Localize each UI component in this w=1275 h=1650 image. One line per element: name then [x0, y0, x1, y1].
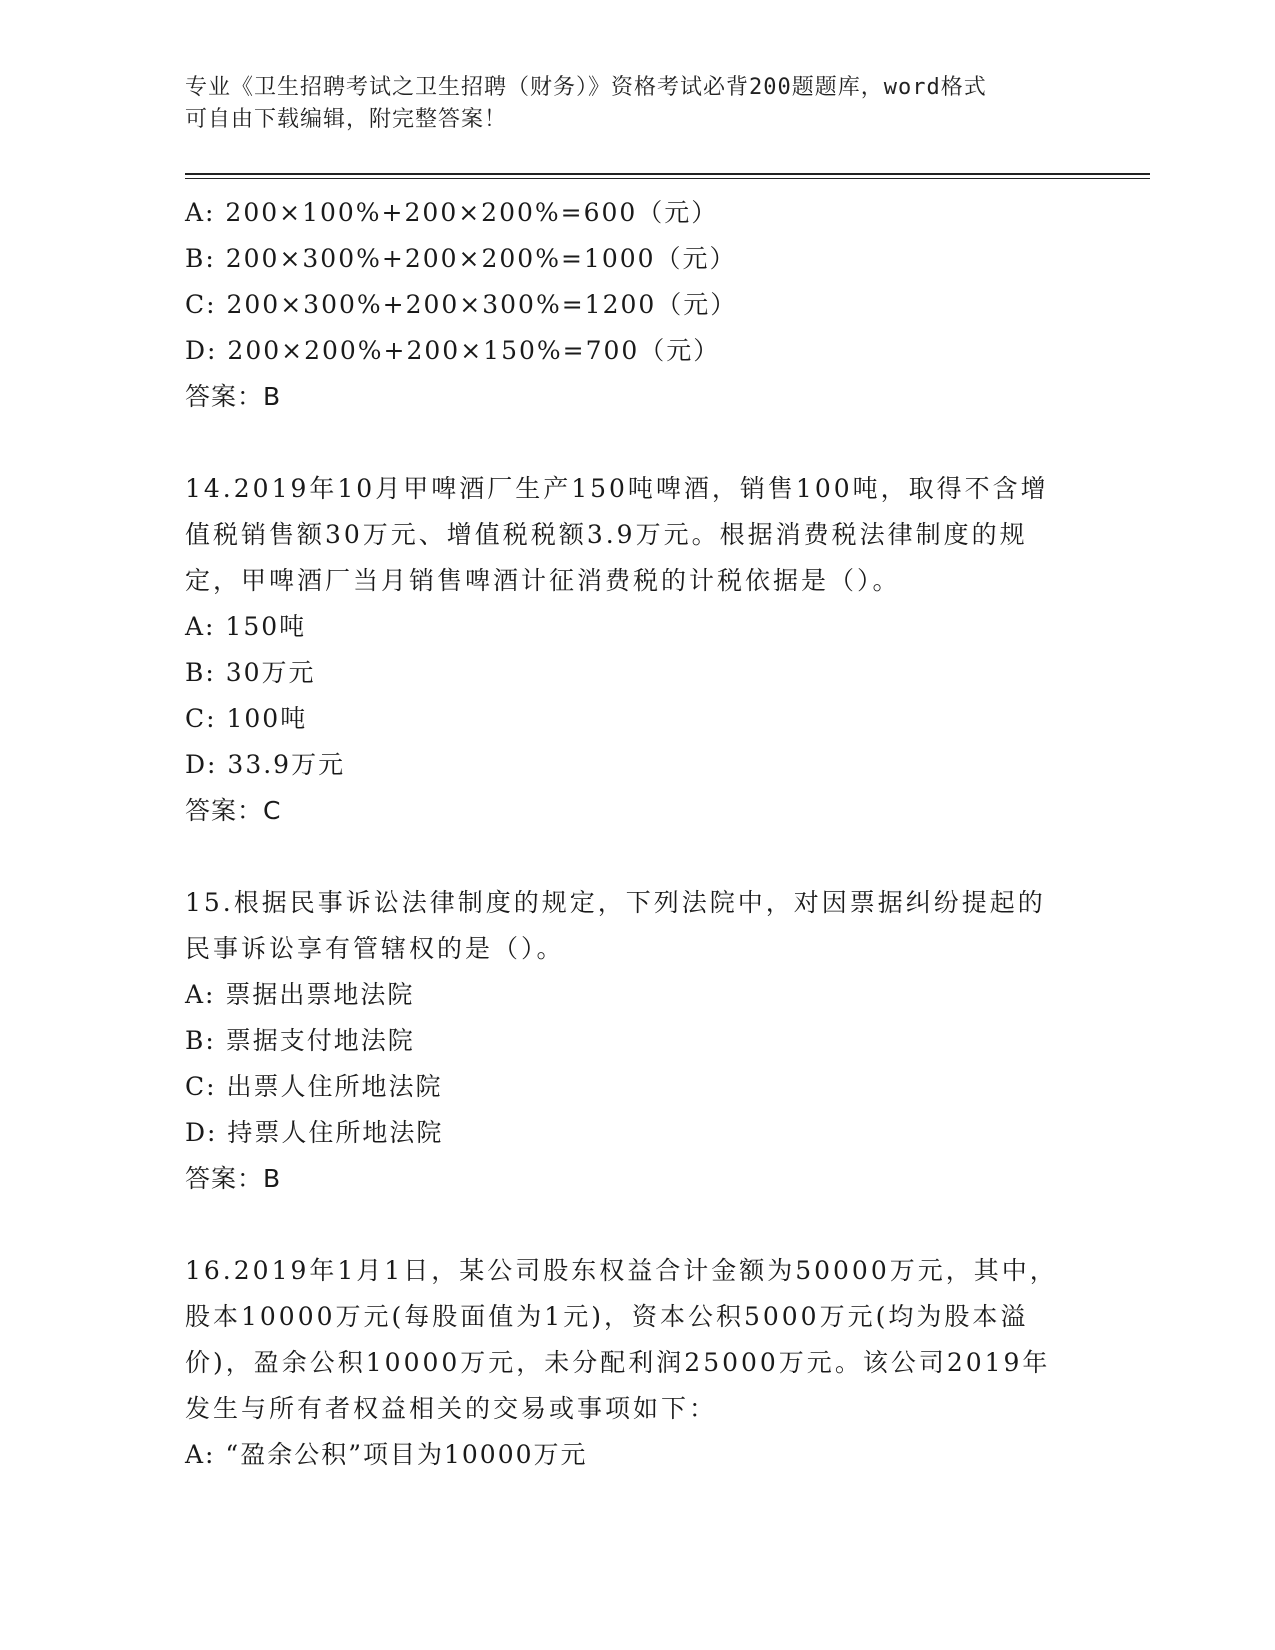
header-line-2: 可自由下载编辑，附完整答案！ [185, 107, 508, 132]
question-text-line: 14.2019年10月甲啤酒厂生产150吨啤酒，销售100吨，取得不含增 [185, 474, 1049, 503]
option-a: A: 票据出票地法院 [185, 980, 415, 1009]
option-a: A: “盈余公积”项目为10000万元 [185, 1440, 588, 1469]
option-c: C: 200×300%+200×300%=1200（元） [185, 290, 738, 319]
question-text-line: 价)，盈余公积10000万元，未分配利润25000万元。该公司2019年 [185, 1348, 1051, 1377]
header-line-1: 专业《卫生招聘考试之卫生招聘（财务）》资格考试必背200题题库，word格式 [185, 75, 987, 100]
question-15 [185, 880, 1065, 1202]
question-text-line: 值税销售额30万元、增值税税额3.9万元。根据消费税法律制度的规 [185, 520, 1028, 549]
option-c: C: 出票人住所地法院 [185, 1072, 443, 1101]
question-text-line: 定，甲啤酒厂当月销售啤酒计征消费税的计税依据是（）。 [185, 566, 901, 595]
question-text-line: 股本10000万元(每股面值为1元)，资本公积5000万元(均为股本溢 [185, 1302, 1029, 1331]
answer: 答案：B [185, 382, 282, 411]
header-divider [185, 173, 1150, 175]
answer: 答案：B [185, 1164, 282, 1193]
option-c: C: 100吨 [185, 704, 308, 733]
question-text-line: 15.根据民事诉讼法律制度的规定，下列法院中，对因票据纠纷提起的 [185, 888, 1046, 917]
question-text-line: 民事诉讼享有管辖权的是（）。 [185, 934, 565, 963]
spacer [185, 420, 1065, 466]
option-d: D: 33.9万元 [185, 750, 346, 779]
spacer [185, 1202, 1065, 1248]
option-d: D: 200×200%+200×150%=700（元） [185, 336, 721, 365]
question-text-line: 16.2019年1月1日，某公司股东权益合计金额为50000万元，其中， [185, 1256, 1058, 1285]
option-b: B: 票据支付地法院 [185, 1026, 415, 1055]
header-divider-thin [185, 178, 1150, 179]
option-a: A: 150吨 [185, 612, 307, 641]
option-b: B: 200×300%+200×200%=1000（元） [185, 244, 737, 273]
option-a: A: 200×100%+200×200%=600（元） [185, 198, 719, 227]
question-content [185, 190, 1065, 1478]
question-16 [185, 1248, 1065, 1478]
option-d: D: 持票人住所地法院 [185, 1118, 444, 1147]
answer: 答案：C [185, 796, 282, 825]
option-b: B: 30万元 [185, 658, 316, 687]
question-text-line: 发生与所有者权益相关的交易或事项如下： [185, 1394, 718, 1423]
question-14 [185, 466, 1065, 834]
document-header [185, 72, 1065, 136]
spacer [185, 834, 1065, 880]
question-13 [185, 190, 1065, 420]
